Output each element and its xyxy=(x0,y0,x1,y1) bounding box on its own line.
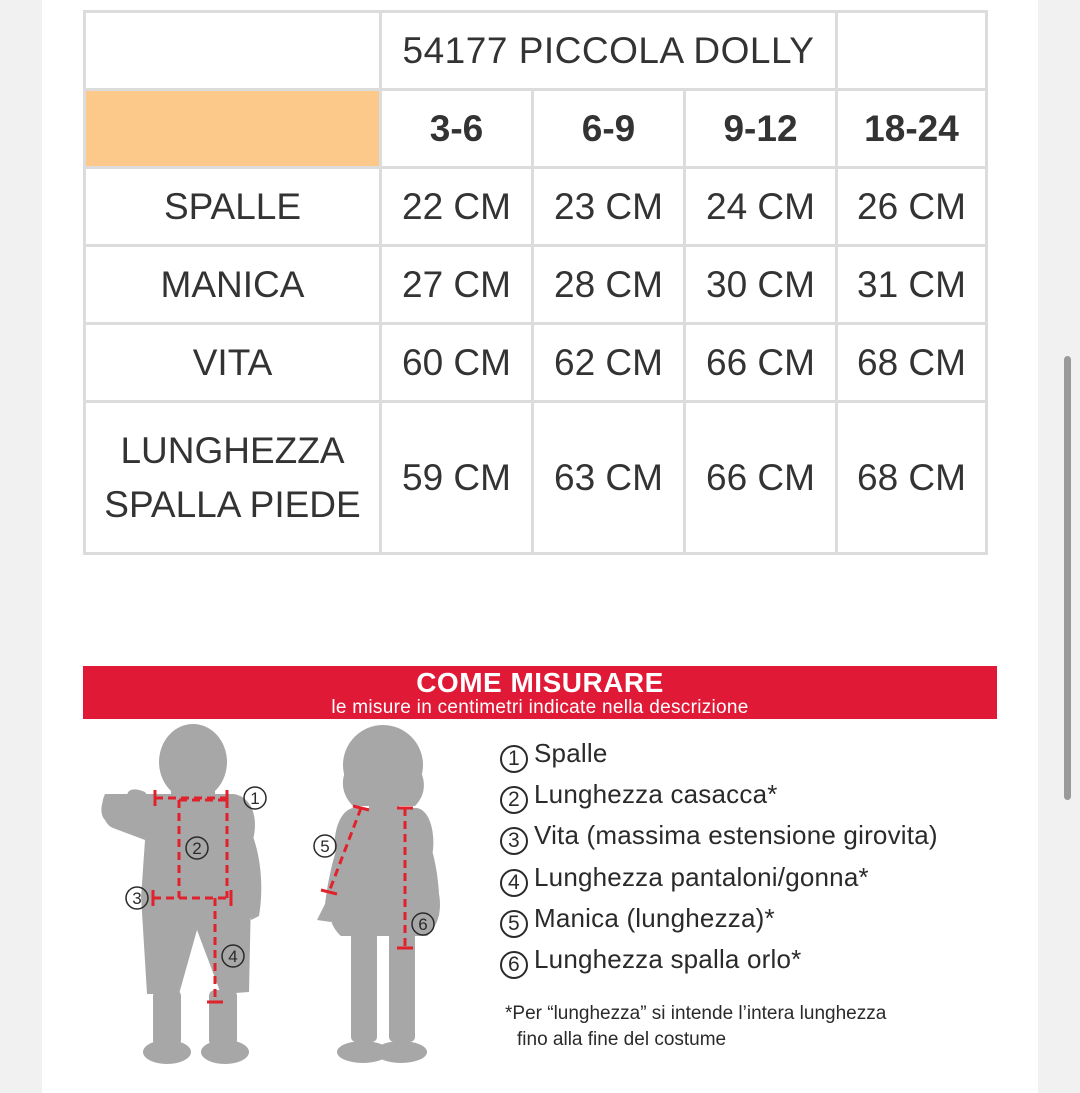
number-circle-icon: 6 xyxy=(500,951,528,979)
row-label-line: LUNGHEZZA xyxy=(120,429,345,471)
empty-cell xyxy=(837,12,987,90)
measure-legend xyxy=(500,733,1000,980)
legend-item xyxy=(500,857,1000,898)
scrollbar[interactable] xyxy=(1064,356,1071,800)
measure-cell: 68 CM xyxy=(837,324,987,402)
table-row xyxy=(85,168,987,246)
number-circle-icon: 2 xyxy=(500,786,528,814)
measure-cell: 62 CM xyxy=(533,324,685,402)
measure-cell: 59 CM xyxy=(381,402,533,554)
measurement-diagram xyxy=(83,720,483,1080)
banner-title: COME MISURARE xyxy=(416,667,664,698)
marker-5-icon xyxy=(314,835,336,857)
length-footnote xyxy=(505,1001,985,1053)
size-header: 9-12 xyxy=(685,90,837,168)
measure-cell: 31 CM xyxy=(837,246,987,324)
footnote-line: *Per “lunghezza” si intende l’intera lunghezza xyxy=(505,1003,887,1024)
number-circle-icon: 1 xyxy=(500,745,528,773)
legend-text: Lunghezza casacca* xyxy=(534,779,778,810)
measure-cell: 60 CM xyxy=(381,324,533,402)
table-row xyxy=(85,246,987,324)
size-header: 3-6 xyxy=(381,90,533,168)
svg-text:5: 5 xyxy=(320,837,330,856)
row-label: MANICA xyxy=(85,246,381,324)
legend-item xyxy=(500,774,1000,815)
size-table xyxy=(83,10,988,555)
table-row xyxy=(85,402,987,554)
svg-text:1: 1 xyxy=(250,789,260,808)
size-header: 18-24 xyxy=(837,90,987,168)
row-label-line: SPALLA PIEDE xyxy=(104,483,361,525)
measure-cell: 66 CM xyxy=(685,324,837,402)
legend-item xyxy=(500,939,1000,980)
legend-text: Manica (lunghezza)* xyxy=(534,902,775,933)
measure-cell: 26 CM xyxy=(837,168,987,246)
svg-text:4: 4 xyxy=(228,947,238,966)
row-label: SPALLE xyxy=(85,168,381,246)
table-row xyxy=(85,324,987,402)
legend-text: Vita (massima estensione girovita) xyxy=(534,820,938,851)
measure-cell: 24 CM xyxy=(685,168,837,246)
legend-item xyxy=(500,733,1000,774)
svg-text:3: 3 xyxy=(132,889,142,908)
number-circle-icon: 5 xyxy=(500,910,528,938)
banner-subtitle: le misure in centimetri indicate nella descrizione xyxy=(331,697,749,718)
measure-cell: 23 CM xyxy=(533,168,685,246)
empty-cell xyxy=(85,90,381,168)
boy-silhouette xyxy=(101,724,261,1064)
svg-text:6: 6 xyxy=(418,915,428,934)
measure-cell: 27 CM xyxy=(381,246,533,324)
measure-cell: 68 CM xyxy=(837,402,987,554)
size-header-row xyxy=(85,90,987,168)
empty-cell xyxy=(85,12,381,90)
marker-1-icon xyxy=(244,787,266,809)
number-circle-icon: 4 xyxy=(500,869,528,897)
row-label xyxy=(85,402,381,554)
measure-cell: 66 CM xyxy=(685,402,837,554)
legend-text: Lunghezza pantaloni/gonna* xyxy=(534,861,869,892)
legend-item xyxy=(500,815,1000,856)
table-title-row xyxy=(85,12,987,90)
product-name: 54177 PICCOLA DOLLY xyxy=(381,12,837,90)
row-label: VITA xyxy=(85,324,381,402)
legend-text: Spalle xyxy=(534,738,608,768)
measure-cell: 63 CM xyxy=(533,402,685,554)
number-circle-icon: 3 xyxy=(500,827,528,855)
measure-cell: 22 CM xyxy=(381,168,533,246)
svg-text:2: 2 xyxy=(192,839,202,858)
measure-cell: 30 CM xyxy=(685,246,837,324)
legend-text: Lunghezza spalla orlo* xyxy=(534,943,802,974)
measure-cell: 28 CM xyxy=(533,246,685,324)
legend-item xyxy=(500,898,1000,939)
size-header: 6-9 xyxy=(533,90,685,168)
how-to-measure-banner xyxy=(83,666,997,719)
footnote-line: fino alla fine del costume xyxy=(517,1029,727,1050)
